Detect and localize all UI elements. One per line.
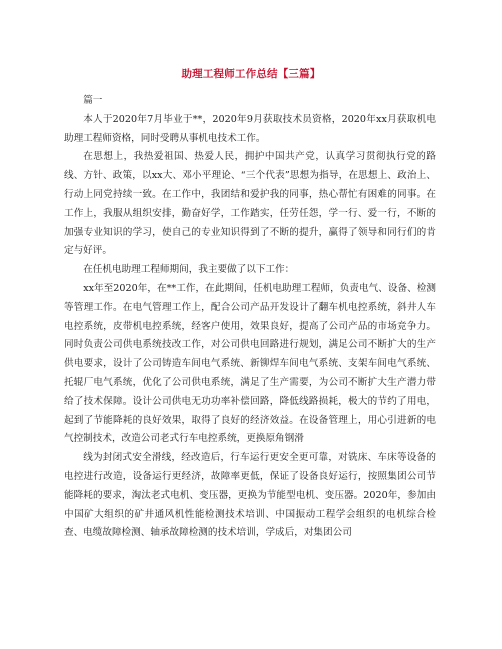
paragraph: 在思想上，我热爱祖国、热爱人民，拥护中国共产党，认真学习贯彻执行党的路线、方针、政策，以xx大、邓小平理论、“三个代表”思想为指导，在思想上、政治上、行动上同党持续一致。在工作中，我团结和爱护我的同事，热心帮忙有困难的同事。在工作上，我服从组织安排，勤奋好学，工作踏实，任劳任怨，学一行、爱一行，不断的加强专业知识的学习，使自己的专业知识得到了不断的提升，赢得了领导和同行们的肯定与好评。 <box>64 151 436 257</box>
document-title: 助理工程师工作总结【三篇】 <box>181 68 321 80</box>
document-body <box>64 92 436 543</box>
section-heading: 篇一 <box>83 95 103 106</box>
paragraph: 在任机电助理工程师期间，我主要做了以下工作： <box>83 264 295 276</box>
paragraph: xx年至2020年，在**工作，在此期间，任机电助理工程师，负责电气、设备、检测等管理工作。在电气管理工作上，配合公司产品开发设计了翻车机电控系统，斜井人车电控系统，皮带机电控系统，经客户使用，效果良好，提高了公司产品的市场竞争力。同时负责公司供电系统技改工作，对公司供电回路进行规划，满足公司不断扩大的生产供电要求，设计了公司铸造车间电气系统、新铆焊车间电气系统、支架车间电气系统、托辊厂电气系统，优化了公司供电系统，满足了生产需要，为公司不断扩大生产潜力带给了技术保障。设计公司供电无功功率补偿回路，降低线路损耗，极大的节约了用电，起到了节能降耗的良好效果，取得了良好的经济效益。在设备管理上，用心引进新的电气控制技术，改造公司老式行车电控系统，更换原角钢滑 <box>64 282 436 445</box>
paragraph: 线为封闭式安全滑线，经改造后，行车运行更安全更可靠，对铣床、车床等设备的电控进行改造，设备运行更经济，故障率更低，保证了设备良好运行，按照集团公司节能降耗的要求，淘汰老式电机、变压器，更换为节能型电机、变压器。2020年，参加由中国矿大组织的矿井通风机性能检测技术培训、中国振动工程学会组织的电机综合检查、电缆故障检测、轴承故障检测的技术培训，学成后，对集团公司 <box>64 452 436 539</box>
paragraph: 本人于2020年7月毕业于**，2020年9月获取技术员资格，2020年xx月获取机电助理工程师资格，同时受聘从事机电技术工作。 <box>64 113 436 144</box>
